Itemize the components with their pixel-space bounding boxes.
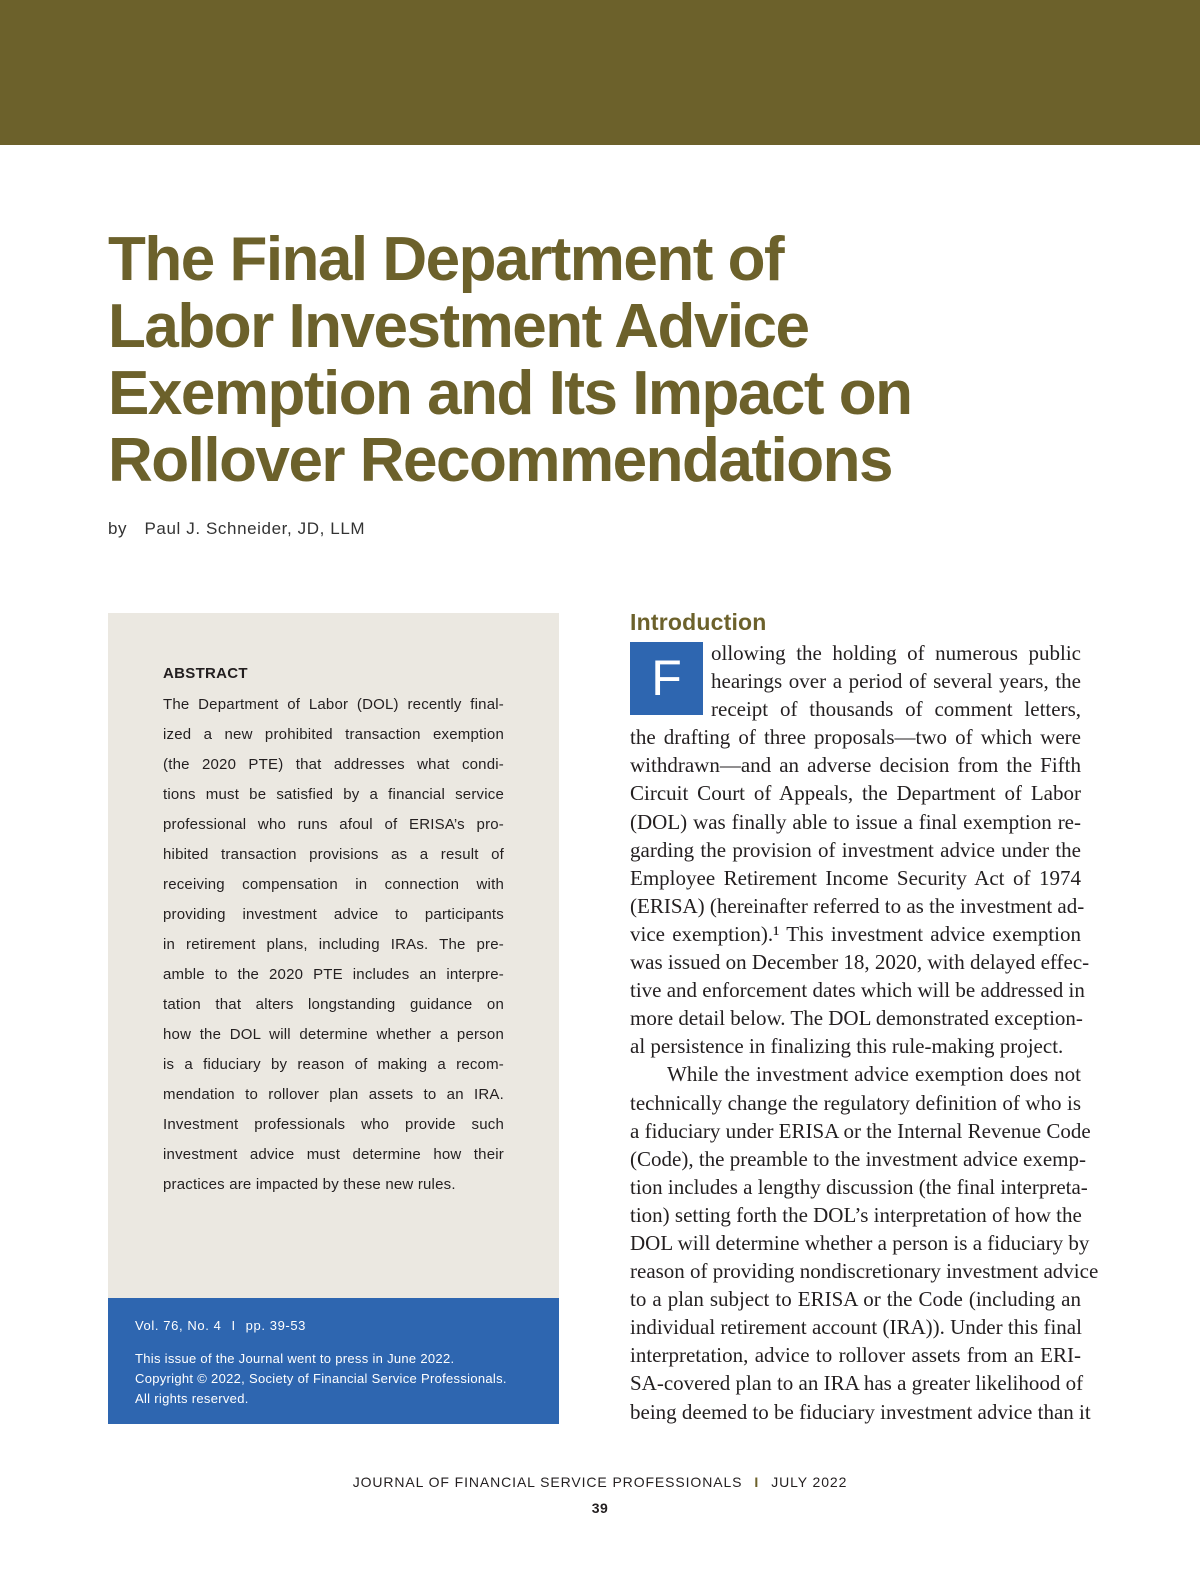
title-line: Rollover Recommendations xyxy=(108,426,892,495)
abstract-line: tation that alters longstanding guidance on xyxy=(163,996,504,1013)
body-line: garding the provision of investment advice under the xyxy=(630,837,1081,862)
body-line: SA-covered plan to an IRA has a greater likelihood of xyxy=(630,1371,1084,1396)
abstract-line: providing investment advice to participants xyxy=(163,906,504,923)
volume-number: Vol. 76, No. 4 xyxy=(135,1318,222,1333)
header-color-band xyxy=(0,0,1200,145)
abstract-line: in retirement plans, including IRAs. The pre- xyxy=(163,936,504,953)
abstract-line: how the DOL will determine whether a person xyxy=(163,1026,504,1043)
abstract-line: hibited transaction provisions as a result of xyxy=(163,846,504,863)
abstract-line: The Department of Labor (DOL) recently final- xyxy=(163,696,504,713)
body-line: tion) setting forth the DOL’s interpretation of how the xyxy=(630,1202,1082,1227)
title-line: Exemption and Its Impact on xyxy=(108,359,912,428)
body-line: to a plan subject to ERISA or the Code (including an xyxy=(630,1287,1081,1312)
copyright-notice xyxy=(135,1349,507,1409)
body-text xyxy=(630,639,1099,1426)
abstract-line: Investment professionals who provide such xyxy=(163,1116,504,1133)
journal-name: JOURNAL OF FINANCIAL SERVICE PROFESSIONALS xyxy=(352,1474,743,1490)
body-line: technically change the regulatory definition of who is xyxy=(630,1090,1081,1115)
body-line: tion includes a lengthy discussion (the final interpreta- xyxy=(630,1174,1088,1199)
title-line: The Final Department of xyxy=(108,225,784,294)
body-line: Circuit Court of Appeals, the Department of Labor xyxy=(630,781,1081,806)
body-line: (Code), the preamble to the investment advice exemp- xyxy=(630,1146,1087,1171)
abstract-line: practices are impacted by these new rules. xyxy=(163,1176,456,1193)
abstract-line: investment advice must determine how their xyxy=(163,1146,504,1163)
drop-cap: F xyxy=(630,642,703,715)
body-line: reason of providing nondiscretionary investment advice xyxy=(630,1259,1099,1284)
body-line: being deemed to be fiduciary investment advice than it xyxy=(630,1399,1091,1424)
volume-line xyxy=(135,1318,306,1333)
body-line: (ERISA) (hereinafter referred to as the investment ad- xyxy=(630,893,1085,918)
abstract-line: ized a new prohibited transaction exemption xyxy=(163,726,504,743)
issue-info-box xyxy=(108,1298,559,1424)
body-line: While the investment advice exemption does not xyxy=(667,1062,1081,1087)
abstract-heading: ABSTRACT xyxy=(163,665,248,682)
body-line: DOL will determine whether a person is a fiduciary by xyxy=(630,1230,1090,1255)
section-heading: Introduction xyxy=(630,609,767,635)
body-line: interpretation, advice to rollover assets from an ERI- xyxy=(630,1343,1081,1368)
volume-separator: I xyxy=(231,1318,236,1333)
abstract-line: tions must be satisfied by a financial service xyxy=(163,786,504,803)
body-line: hearings over a period of several years, the xyxy=(711,669,1081,694)
press-line: Copyright © 2022, Society of Financial Service Professionals. xyxy=(135,1371,507,1386)
title-line: Labor Investment Advice xyxy=(108,292,809,361)
abstract-text xyxy=(163,693,504,1203)
body-line: tive and enforcement dates which will be addressed in xyxy=(630,978,1085,1003)
page-range: pp. 39-53 xyxy=(245,1318,307,1333)
press-line: All rights reserved. xyxy=(135,1391,249,1406)
body-line: the drafting of three proposals—two of which were xyxy=(630,725,1081,750)
body-line: (DOL) was finally able to issue a final exemption re- xyxy=(630,809,1081,834)
body-line: individual retirement account (IRA)). Under this final xyxy=(630,1315,1082,1340)
body-line: a fiduciary under ERISA or the Internal Revenue Code xyxy=(630,1118,1091,1143)
author-name: Paul J. Schneider, JD, LLM xyxy=(144,519,366,538)
footer-separator: I xyxy=(754,1474,760,1490)
issue-date: JULY 2022 xyxy=(771,1474,848,1490)
article-title xyxy=(108,226,968,494)
body-line: vice exemption).¹ This investment advice exemption xyxy=(630,921,1081,946)
page-number: 39 xyxy=(591,1500,609,1516)
abstract-line: receiving compensation in connection with xyxy=(163,876,504,893)
abstract-box xyxy=(108,613,559,1298)
abstract-line: is a fiduciary by reason of making a recom- xyxy=(163,1056,504,1073)
body-line: more detail below. The DOL demonstrated exception- xyxy=(630,1006,1083,1031)
byline xyxy=(108,519,365,539)
body-line: ollowing the holding of numerous public xyxy=(711,641,1081,665)
body-line: Employee Retirement Income Security Act of 1974 xyxy=(630,865,1081,890)
byline-prefix: by xyxy=(108,519,128,538)
abstract-line: professional who runs afoul of ERISA’s pro- xyxy=(163,816,504,833)
abstract-line: mendation to rollover plan assets to an IRA. xyxy=(163,1086,504,1103)
body-line: al persistence in finalizing this rule-making project. xyxy=(630,1034,1064,1059)
body-line: withdrawn—and an adverse decision from the Fifth xyxy=(630,753,1081,778)
footer-running-head xyxy=(0,1474,1200,1490)
body-line: receipt of thousands of comment letters, xyxy=(711,697,1081,722)
press-line: This issue of the Journal went to press in June 2022. xyxy=(135,1351,455,1366)
body-line: was issued on December 18, 2020, with delayed effec- xyxy=(630,950,1090,975)
abstract-line: amble to the 2020 PTE includes an interpre- xyxy=(163,966,504,983)
abstract-line: (the 2020 PTE) that addresses what condi- xyxy=(163,756,504,773)
